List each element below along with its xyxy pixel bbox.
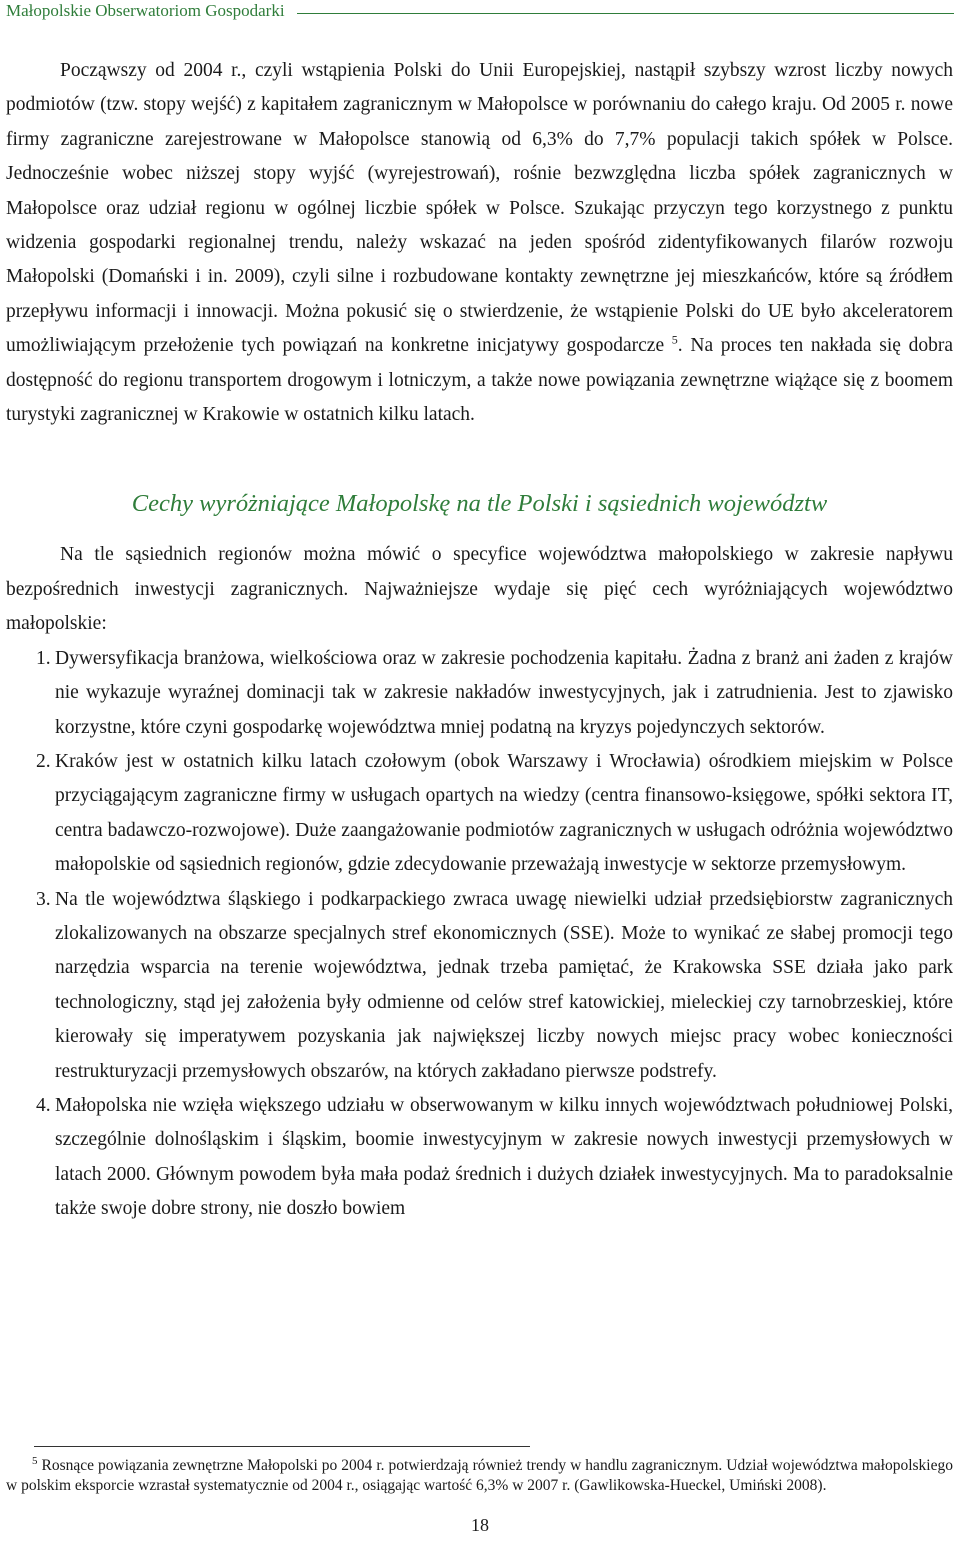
list-item-number: 1.: [36, 647, 51, 669]
intro-paragraph: [6, 54, 953, 432]
footnote-text: Rosnące powiązania zewnętrzne Małopolski po 2004 r. potwierdzają również trendy w handlu zagranicznym. Udział województwa małopolskiego w polskim eksporcie wzrastał systematycznie od 2004 r., osiągając wartość 6,3% w 2007 r. (Gawlikowska-Hueckel, Umiński 2008).: [6, 1457, 953, 1495]
footnote-number: 5: [32, 1455, 38, 1467]
list-item: [6, 745, 953, 883]
list-item-text: Na tle województwa śląskiego i podkarpackiego zwraca uwagę niewielki udział przedsiębiorstw zagranicznych zlokalizowanych na obszarze specjalnych stref ekonomicznych (SSE). Może to wynikać ze słabej promocji tego narzędzia wsparcia na terenie województwa, jednak trzeba pamiętać, że Krakowska SSE działa jako park technologiczny, stąd jej założenia były odmienne od celów stref katowickiej, mieleckiej czy tarnobrzeskiej, które kierowały się imperatywem pozyskania jak największej liczby nowych miejsc pracy wobec konieczności restrukturyzacji przemysłowych obszarów, na których zakładano pierwsze podstrefy.: [55, 888, 953, 1082]
list-item-number: 3.: [36, 888, 51, 910]
list-item: [6, 642, 953, 745]
list-item-text: Małopolska nie wzięła większego udziału w obserwowanym w kilku innych województwach południowej Polski, szczególnie dolnośląskim i śląskim, boomie inwestycyjnym w zakresie nowych inwestycji przemysłowych w latach 2000. Głównym powodem była mała podaż średnich i dużych działek inwestycyjnych. Ma to paradoksalnie także swoje dobre strony, nie doszło bowiem: [55, 1094, 953, 1220]
section-intro-paragraph: Na tle sąsiednich regionów można mówić o specyfice województwa małopolskiego w zakresie napływu bezpośrednich inwestycji zagranicznych. Najważniejsze wydaje się pięć cech wyróżniających województwo małopolskie:: [6, 544, 953, 635]
page-content: [6, 54, 953, 1227]
intro-text: Począwszy od 2004 r., czyli wstąpienia Polski do Unii Europejskiej, nastąpił szybszy wzrost liczby nowych podmiotów (tzw. stopy wejść) z kapitałem zagranicznym w Małopolsce w porównaniu do całego kraju. Od 2005 r. nowe firmy zagraniczne zarejestrowane w Małopolsce stanowią od 6,3% do 7,7% populacji takich spółek w Polsce. Jednocześnie wobec niższej stopy wyjść (wyrejestrowań), rośnie bezwzględna liczba spółek zagranicznych w Małopolsce oraz udział regionu w ogólnej liczbie spółek w Polsce. Szukając przyczyn tego korzystnego z punktu widzenia gospodarki regionalnej trendu, należy wskazać na jeden spośród zidentyfikowanych filarów rozwoju Małopolski (Domański i in. 2009), czyli silne i rozbudowane kontakty zewnętrzne jej mieszkańców, które są źródłem przepływu informacji i innowacji. Można pokusić się o stwierdzenie, że wstąpienie Polski do UE było akceleratorem umożliwiającym przełożenie tych powiązań na konkretne inicjatywy gospodarcze: [6, 60, 953, 357]
header-title: Małopolskie Obserwatoriom Gospodarki: [6, 1, 285, 20]
page-number: 18: [471, 1515, 489, 1535]
footnote: [6, 1451, 953, 1496]
list-item: [6, 883, 953, 1089]
footnote-reference[interactable]: 5: [671, 332, 678, 347]
header-rule: [297, 13, 954, 14]
footnote-divider: [34, 1446, 530, 1447]
section-heading: Cechy wyróżniające Małopolskę na tle Polski i sąsiednich województw: [131, 490, 828, 518]
features-list: [6, 642, 953, 1227]
running-header: [6, 0, 954, 22]
list-item-number: 2.: [36, 750, 51, 772]
list-item-text: Kraków jest w ostatnich kilku latach czołowym (obok Warszawy i Wrocławia) ośrodkiem miejskim w Polsce przyciągającym zagraniczne firmy w usługach opartych na wiedzy (centra finansowo-księgowe, spółki sektora IT, centra badawczo-rozwojowe). Duże zaangażowanie podmiotów zagranicznych w usługach odróżnia województwo małopolskie od sąsiednich regionów, gdzie zdecydowanie przeważają inwestycje w sektorze przemysłowym.: [55, 750, 953, 876]
list-item-number: 4.: [36, 1094, 51, 1116]
list-item: [6, 1089, 953, 1227]
intro-text-continued: . Na proces ten nakłada się dobra dostępność do regionu transportem drogowym i lotniczym, a także nowe powiązania zewnętrzne wiążące się z boomem turystyki zagranicznej w Krakowie w ostatnich kilku latach.: [6, 335, 953, 426]
list-item-text: Dywersyfikacja branżowa, wielkościowa oraz w zakresie pochodzenia kapitału. Żadna z branż ani żaden z krajów nie wykazuje wyraźnej dominacji tak w zakresie nakładów inwestycyjnych, jak i zatrudnienia. Jest to zjawisko korzystne, które czyni gospodarkę województwa mniej podatną na kryzys pojedynczych sektorów.: [55, 647, 953, 738]
